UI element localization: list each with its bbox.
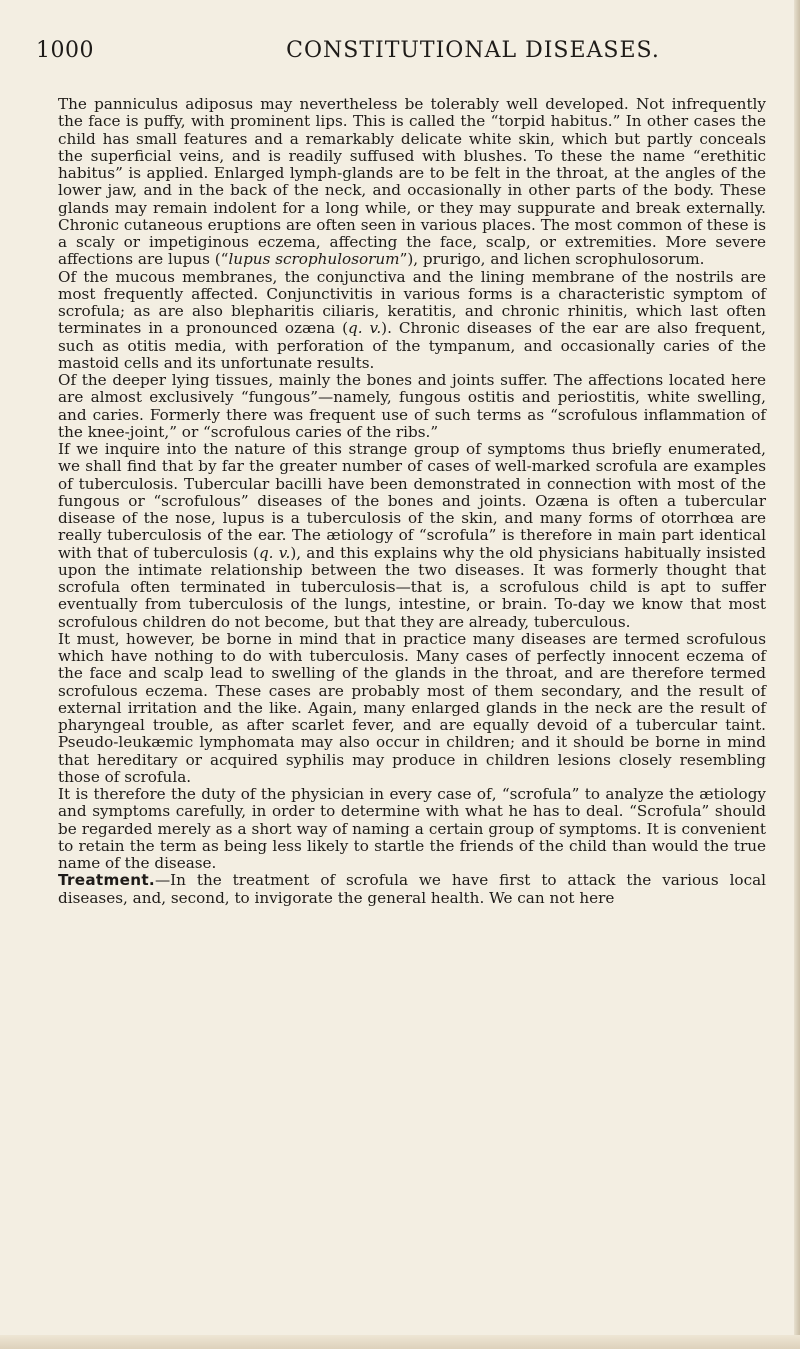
paragraph-treatment: [58, 872, 766, 907]
italic-term: lupus scrophulosorum: [228, 250, 400, 269]
paragraph-text: It is therefore the duty of the physician in every case of‚ “scrofula” to analyze the ætiology and symptoms carefully, in order to determine with what he has to deal. “Scrofula” should be regarded merely as a short way of naming a certain group of symptoms. It is convenient to retain the term as being less likely to startle the friends of the child than would the true name of the disease.: [58, 785, 766, 872]
paragraph-physician-duty: [58, 786, 766, 872]
paragraph-mucous-membranes: [58, 269, 766, 373]
paragraph-text: —In the treatment of scrofula we have first to attack the various local diseases, and, second, to invigorate the general health. We can not here: [58, 871, 766, 907]
paragraph-non-tubercular: [58, 631, 766, 786]
page-header: [36, 38, 760, 74]
italic-reference: q. v.: [348, 319, 382, 338]
paragraph-text: It must, however, be borne in mind that in practice many diseases are termed scrofulous which have nothing to do with tuberculosis. Many cases of perfectly innocent eczema of the face and scalp lead to swelling of the glands in the throat, and are therefore termed scrofulous eczema. These cases are probably most of them secondary, and the result of external irritation and the like. Again, many enlarged glands in the neck are the result of pharyngeal trouble, as after scarlet fever, and are equally devoid of a tubercular taint. Pseudo-leukæmic lymphomata may also occur in children; and it should be borne in mind that hereditary or acquired syphilis may produce in children lesions closely resembling those of scrofula.: [58, 629, 766, 786]
paragraph-text-tail: ), and this explains why the old physicians habitually insisted upon the intimate relationship between the two diseases. It was formerly thought that scrofula often terminated in tuberculosis—that is, a scrofulous child is apt to suffer eventually from tuberculosis of the lungs, intestine, or brain. To-day we know that most scrofulous children do not become, but that they are already, tuberculous.: [58, 543, 767, 631]
page-edge-shadow: [794, 0, 800, 1349]
paragraph-text-tail: ”), prurigo, and lichen scrophulosorum.: [399, 250, 705, 269]
paragraph-text: The panniculus adiposus may nevertheless be tolerably well developed. Not infrequently the face is puffy, with prominent lips. This is called the “torpid habitus.” In other cases the child has small features and a remarkably delicate white skin, which but partly conceals the superficial veins, and is readily suffused with blushes. To these the name “erethitic habitus” is applied. Enlarged lymph-glands are to be felt in the throat, at the angles of the lower jaw, and in the back of the neck, and occasionally in other parts of the body. These glands may remain indolent for a long while, or they may suppurate and break externally. Chronic cutaneous eruptions are often seen in various places. The most common of these is a scaly or impetiginous eczema, affecting the face, scalp, or extremities. More severe affections are lupus (“: [58, 95, 766, 269]
italic-reference: q. v.: [258, 543, 291, 562]
running-title: CONSTITUTIONAL DISEASES.: [286, 38, 660, 63]
section-heading-treatment: Treatment.: [58, 871, 155, 890]
paragraph-deeper-tissues: [58, 372, 766, 441]
body-text: [58, 96, 766, 907]
page-number: 1000: [36, 38, 94, 63]
paragraph-text: Of the mucous membranes, the conjunctiva and the lining membrane of the nostrils are most frequently affected. Conjunctivitis in various forms is a characteristic symptom of scrofula; as are also blepharitis ciliaris, keratitis, and chronic rhinitis, which last often terminates in a pronounced ozæna (: [58, 267, 766, 338]
page-bottom-edge: [0, 1335, 800, 1349]
paragraph-habitus: [58, 96, 766, 269]
paragraph-nature-of-scrofula: [58, 441, 766, 631]
paragraph-text: If we inquire into the nature of this strange group of symptoms thus briefly enumerated, we shall find that by far the greater number of cases of well-marked scrofula are examples of tuberculosis. Tubercular bacilli have been demonstrated in connection with most of the fungous or “scrofulous” diseases of the bones and joints. Ozæna is often a tubercular disease of the nose, lupus is a tuberculosis of the skin, and many forms of otorrhœa are really tuberculosis of the ear. The ætiology of “scrofula” is therefore in main part identical with that of tuberculosis (: [58, 440, 766, 562]
paragraph-text-tail: ). Chronic diseases of the ear are also frequent, such as otitis media, with perforation of the tympanum, and occasionally caries of the mastoid cells and its unfortunate results.: [58, 319, 766, 372]
paragraph-text: Of the deeper lying tissues, mainly the bones and joints suffer. The affections located here are almost exclusively “fungous”—namely, fungous ostitis and periostitis, white swelling, and caries. Formerly there was frequent use of such terms as “scrofulous inflammation of the knee-joint,” or “scrofulous caries of the ribs.”: [58, 371, 766, 441]
